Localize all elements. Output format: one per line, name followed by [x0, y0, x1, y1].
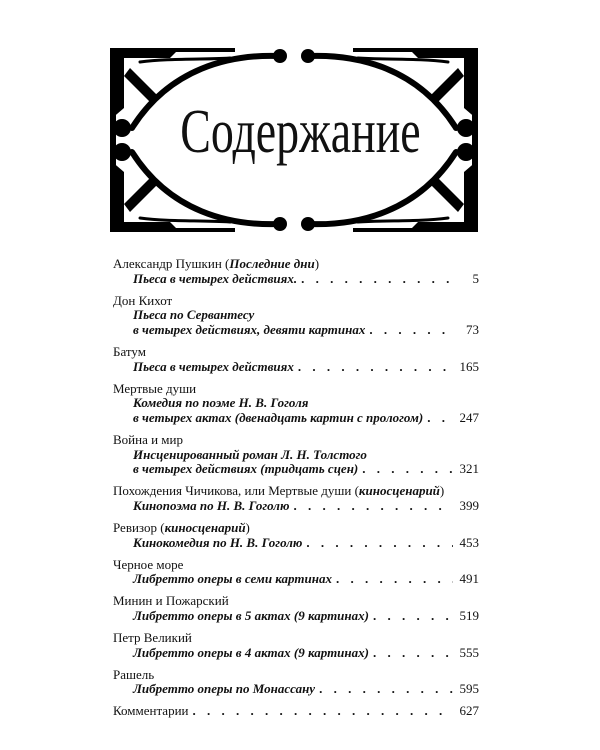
page-number: 165: [459, 358, 479, 374]
toc-entry[interactable]: [113, 631, 479, 660]
toc-entry-subtitle: [113, 646, 479, 661]
entry-title-text: Черное море: [113, 556, 184, 572]
subtitle-text: в четырех действиях, девяти картинах: [133, 321, 366, 337]
toc-entry-title: [113, 382, 479, 397]
dot-leader: [365, 323, 453, 338]
page-number: 595: [459, 681, 479, 697]
toc-entry[interactable]: [113, 668, 479, 697]
entry-title-text: Война и мир: [113, 431, 183, 447]
dot-leader: [369, 609, 453, 624]
entry-title-paren: ): [245, 519, 250, 535]
page-number: 491: [459, 571, 479, 587]
toc-entry-title: [113, 704, 479, 719]
toc-entry[interactable]: [113, 521, 479, 550]
dot-leader: [423, 411, 453, 426]
toc-entry-subtitle: [113, 323, 479, 338]
toc-entry-subtitle: [113, 462, 479, 477]
toc-entry-title: [113, 521, 479, 536]
dot-leader: [297, 272, 453, 287]
toc-entry[interactable]: [113, 433, 479, 477]
toc-entry[interactable]: [113, 594, 479, 623]
subtitle-text: Пьеса в четырех действиях: [133, 358, 294, 374]
page-number: 519: [459, 607, 479, 623]
toc-entry-subtitle: [113, 499, 479, 514]
dot-leader: [332, 572, 453, 587]
page-number: 73: [466, 321, 479, 337]
dot-leader: [369, 646, 453, 661]
toc-entry[interactable]: [113, 382, 479, 426]
toc-entry-subtitle: [113, 308, 479, 323]
toc-entry-title: [113, 668, 479, 683]
table-of-contents: [113, 257, 479, 726]
entry-genre-note: киносценарий: [358, 483, 440, 499]
subtitle-text: Либретто оперы по Монассану: [133, 681, 316, 697]
page-number: 247: [459, 409, 479, 425]
subtitle-text: Комедия по поэме Н. В. Гоголя: [133, 395, 309, 411]
toc-entry-title: [113, 257, 479, 272]
subtitle-text: в четырех актах (двенадцать картин с прологом): [133, 409, 424, 425]
toc-entry-subtitle: [113, 360, 479, 375]
toc-entry[interactable]: [113, 484, 479, 513]
entry-title-text: Комментарии: [113, 703, 189, 719]
toc-entry-subtitle: [113, 411, 479, 426]
page-title: [0, 100, 600, 164]
subtitle-text: Пьеса в четырех действиях.: [133, 270, 298, 286]
toc-entry[interactable]: [113, 257, 479, 286]
toc-entry-title: [113, 631, 479, 646]
dot-leader: [289, 499, 453, 514]
toc-entry[interactable]: [113, 294, 479, 338]
subtitle-text: Либретто оперы в 5 актах (9 картинах): [133, 607, 369, 623]
toc-entry-subtitle: [113, 448, 479, 463]
dot-leader: [358, 462, 453, 477]
toc-entry-subtitle: [113, 396, 479, 411]
toc-entry-title: [113, 433, 479, 448]
subtitle-text: Кинопоэма по Н. В. Гоголю: [133, 497, 290, 513]
page-number: 555: [459, 644, 479, 660]
toc-entry[interactable]: [113, 345, 479, 374]
page-title-text: Содержание: [179, 98, 421, 166]
entry-title-text: Похождения Чичикова, или Мертвые души (: [113, 483, 359, 499]
page-number: 321: [459, 461, 479, 477]
entry-genre-note: Последние дни: [229, 256, 315, 271]
page-number: 5: [472, 270, 479, 286]
entry-title-paren: ): [439, 483, 445, 499]
entry-title-text: Петр Великий: [113, 629, 192, 645]
entry-title-text: Дон Кихот: [113, 292, 173, 308]
subtitle-text: в четырех действиях (тридцать сцен): [133, 461, 359, 477]
toc-entry-commentary[interactable]: [113, 704, 479, 719]
toc-entry-title: [113, 558, 479, 573]
toc-entry-subtitle: [113, 536, 479, 551]
toc-entry-title: [113, 294, 479, 309]
entry-title-paren: ): [314, 256, 320, 271]
subtitle-text: Инсценированный роман Л. Н. Толстого: [133, 446, 367, 462]
page-number: 399: [459, 497, 479, 513]
entry-title-text: Мертвые души: [113, 380, 197, 396]
toc-entry[interactable]: [113, 558, 479, 587]
toc-entry-subtitle: [113, 609, 479, 624]
dot-leader: [302, 536, 453, 551]
page-number: 627: [459, 703, 479, 719]
toc-entry-subtitle: [113, 572, 479, 587]
page-number: 453: [459, 534, 479, 550]
dot-leader: [188, 704, 453, 719]
entry-title-text: Рашель: [113, 666, 155, 682]
entry-title-text: Батум: [113, 343, 146, 359]
subtitle-text: Пьеса по Сервантесу: [133, 307, 255, 323]
toc-entry-title: [113, 594, 479, 609]
dot-leader: [315, 682, 453, 697]
toc-entry-title: [113, 484, 479, 499]
toc-entry-subtitle: [113, 272, 479, 287]
entry-genre-note: киносценарий: [164, 519, 246, 535]
subtitle-text: Либретто оперы в семи картинах: [133, 571, 332, 587]
entry-title-text: Александр Пушкин (: [113, 256, 230, 271]
entry-title-text: Минин и Пожарский: [113, 593, 229, 609]
dot-leader: [294, 360, 453, 375]
toc-entry-subtitle: [113, 682, 479, 697]
toc-entry-title: [113, 345, 479, 360]
subtitle-text: Кинокомедия по Н. В. Гоголю: [133, 534, 303, 550]
subtitle-text: Либретто оперы в 4 актах (9 картинах): [133, 644, 369, 660]
entry-title-text: Ревизор (: [113, 519, 165, 535]
